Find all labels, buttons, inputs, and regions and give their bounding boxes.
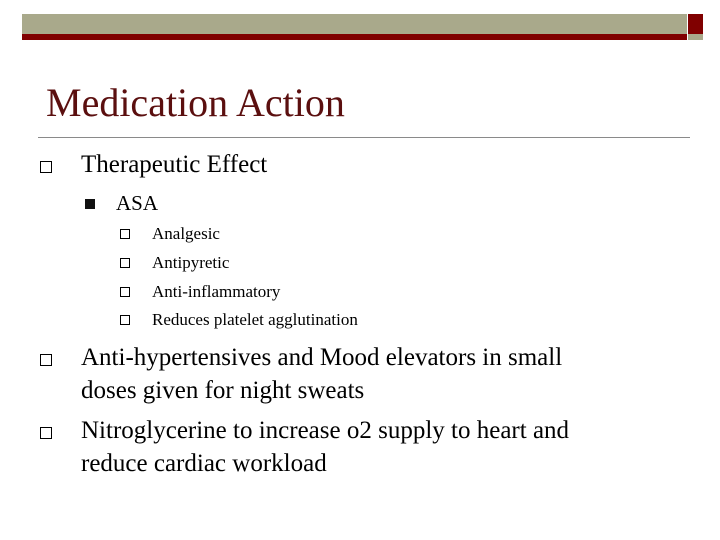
bullet-text: ASA — [116, 191, 159, 215]
sub-bullet-text: Analgesic — [152, 224, 220, 243]
bullet-text: Therapeutic Effect — [81, 151, 268, 178]
hollow-square-bullet-icon — [40, 161, 52, 173]
bullet-text-line2: doses given for night sweats — [81, 377, 365, 404]
top-accent-line — [22, 34, 687, 40]
corner-decoration — [688, 14, 703, 40]
corner-block-bottom — [688, 34, 703, 40]
corner-block-top — [688, 14, 703, 34]
title-divider — [38, 137, 690, 138]
top-decoration-bar — [22, 14, 687, 40]
hollow-square-bullet-icon — [120, 287, 130, 297]
bullet-text-line1: Anti-hypertensives and Mood elevators in small — [81, 344, 563, 371]
hollow-square-bullet-icon — [120, 315, 130, 325]
sub-bullet-text: Reduces platelet agglutination — [152, 310, 358, 329]
hollow-square-bullet-icon — [120, 258, 130, 268]
top-band — [22, 14, 687, 34]
sub-bullet-text: Anti-inflammatory — [152, 282, 281, 301]
bullet-text-line2: reduce cardiac workload — [81, 450, 327, 477]
solid-square-bullet-icon — [85, 199, 95, 209]
bullet-text-line1: Nitroglycerine to increase o2 supply to heart and — [81, 417, 570, 444]
hollow-square-bullet-icon — [40, 427, 52, 439]
hollow-square-bullet-icon — [40, 354, 52, 366]
hollow-square-bullet-icon — [120, 229, 130, 239]
sub-bullet-text: Antipyretic — [152, 253, 230, 272]
slide-title: Medication Action — [46, 80, 345, 125]
